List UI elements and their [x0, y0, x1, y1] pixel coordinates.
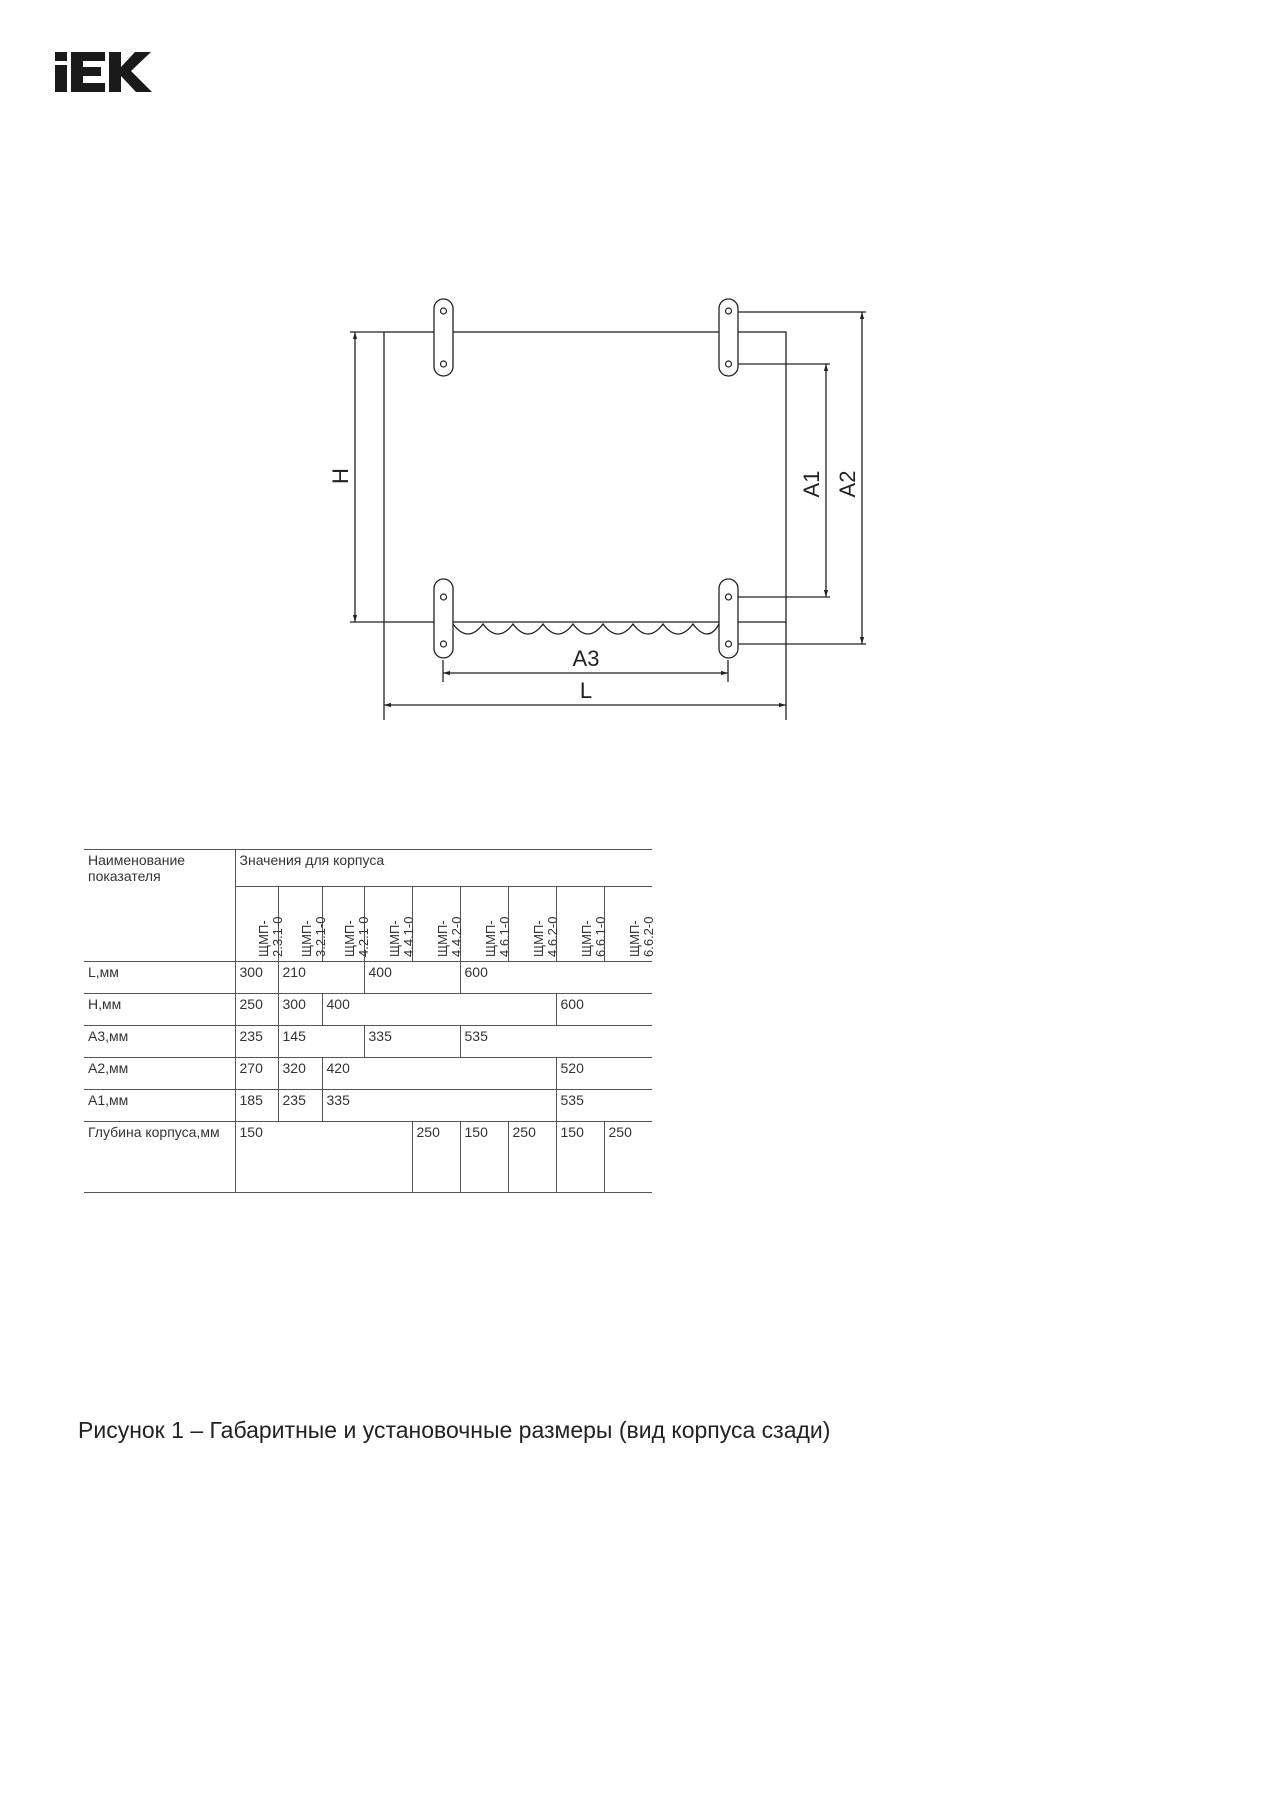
- table-cell: 535: [556, 1090, 652, 1122]
- model-header: ЩМП- 3.2.1-0: [278, 887, 322, 962]
- table-cell: 420: [322, 1058, 556, 1090]
- row-label: Глубина корпуса,мм: [84, 1122, 235, 1193]
- table-cell: 150: [460, 1122, 508, 1193]
- row-label: A2,мм: [84, 1058, 235, 1090]
- table-cell: 600: [556, 994, 652, 1026]
- label-A1: A1: [799, 470, 824, 498]
- table-row: [84, 1026, 652, 1058]
- table-row: [84, 994, 652, 1026]
- table-row: [84, 962, 652, 994]
- label-L: L: [579, 678, 593, 703]
- table-cell: 250: [604, 1122, 652, 1193]
- label-A3: A3: [572, 646, 600, 671]
- table-cell: 600: [460, 962, 652, 994]
- model-header: ЩМП- 2.3.1-0: [235, 887, 278, 962]
- table-row: [84, 1058, 652, 1090]
- table-cell: 250: [412, 1122, 460, 1193]
- table-cell: 150: [556, 1122, 604, 1193]
- table-row: [84, 1122, 652, 1193]
- table-cell: 235: [235, 1026, 278, 1058]
- table-cell: 400: [322, 994, 556, 1026]
- table-cell: 520: [556, 1058, 652, 1090]
- table-cell: 250: [508, 1122, 556, 1193]
- model-header: ЩМП- 4.2.1-0: [322, 887, 364, 962]
- row-label: H,мм: [84, 994, 235, 1026]
- model-header: ЩМП- 4.4.2-0: [412, 887, 460, 962]
- table-cell: 535: [460, 1026, 652, 1058]
- row-label: A1,мм: [84, 1090, 235, 1122]
- table-cell: 145: [278, 1026, 364, 1058]
- model-header: ЩМП- 6.6.2-0: [604, 887, 652, 962]
- param-header: Наименование показателя: [84, 850, 235, 962]
- model-header: ЩМП- 4.6.1-0: [460, 887, 508, 962]
- wavy-edge: [453, 624, 719, 634]
- label-H: H: [328, 468, 353, 484]
- dimensions-table: [84, 849, 657, 1193]
- table-cell: 150: [235, 1122, 412, 1193]
- table-cell: 320: [278, 1058, 322, 1090]
- iek-logo: [55, 52, 161, 92]
- model-header: ЩМП- 4.4.1-0: [364, 887, 412, 962]
- table-cell: 300: [278, 994, 322, 1026]
- values-header: Значения для корпуса: [235, 850, 652, 887]
- figure-caption: Рисунок 1 – Габаритные и установочные размеры (вид корпуса сзади): [78, 1417, 831, 1443]
- table-cell: 335: [364, 1026, 460, 1058]
- table-cell: 250: [235, 994, 278, 1026]
- row-label: A3,мм: [84, 1026, 235, 1058]
- label-A2: A2: [835, 470, 860, 498]
- model-header: ЩМП- 4.6.2-0: [508, 887, 556, 962]
- table-cell: 400: [364, 962, 460, 994]
- model-header: ЩМП- 6.6.1-0: [556, 887, 604, 962]
- table-cell: 270: [235, 1058, 278, 1090]
- dimension-drawing: [300, 280, 900, 740]
- table-cell: 300: [235, 962, 278, 994]
- row-label: L,мм: [84, 962, 235, 994]
- table-row: [84, 1090, 652, 1122]
- table-cell: 335: [322, 1090, 556, 1122]
- table-cell: 210: [278, 962, 364, 994]
- table-cell: 235: [278, 1090, 322, 1122]
- table-cell: 185: [235, 1090, 278, 1122]
